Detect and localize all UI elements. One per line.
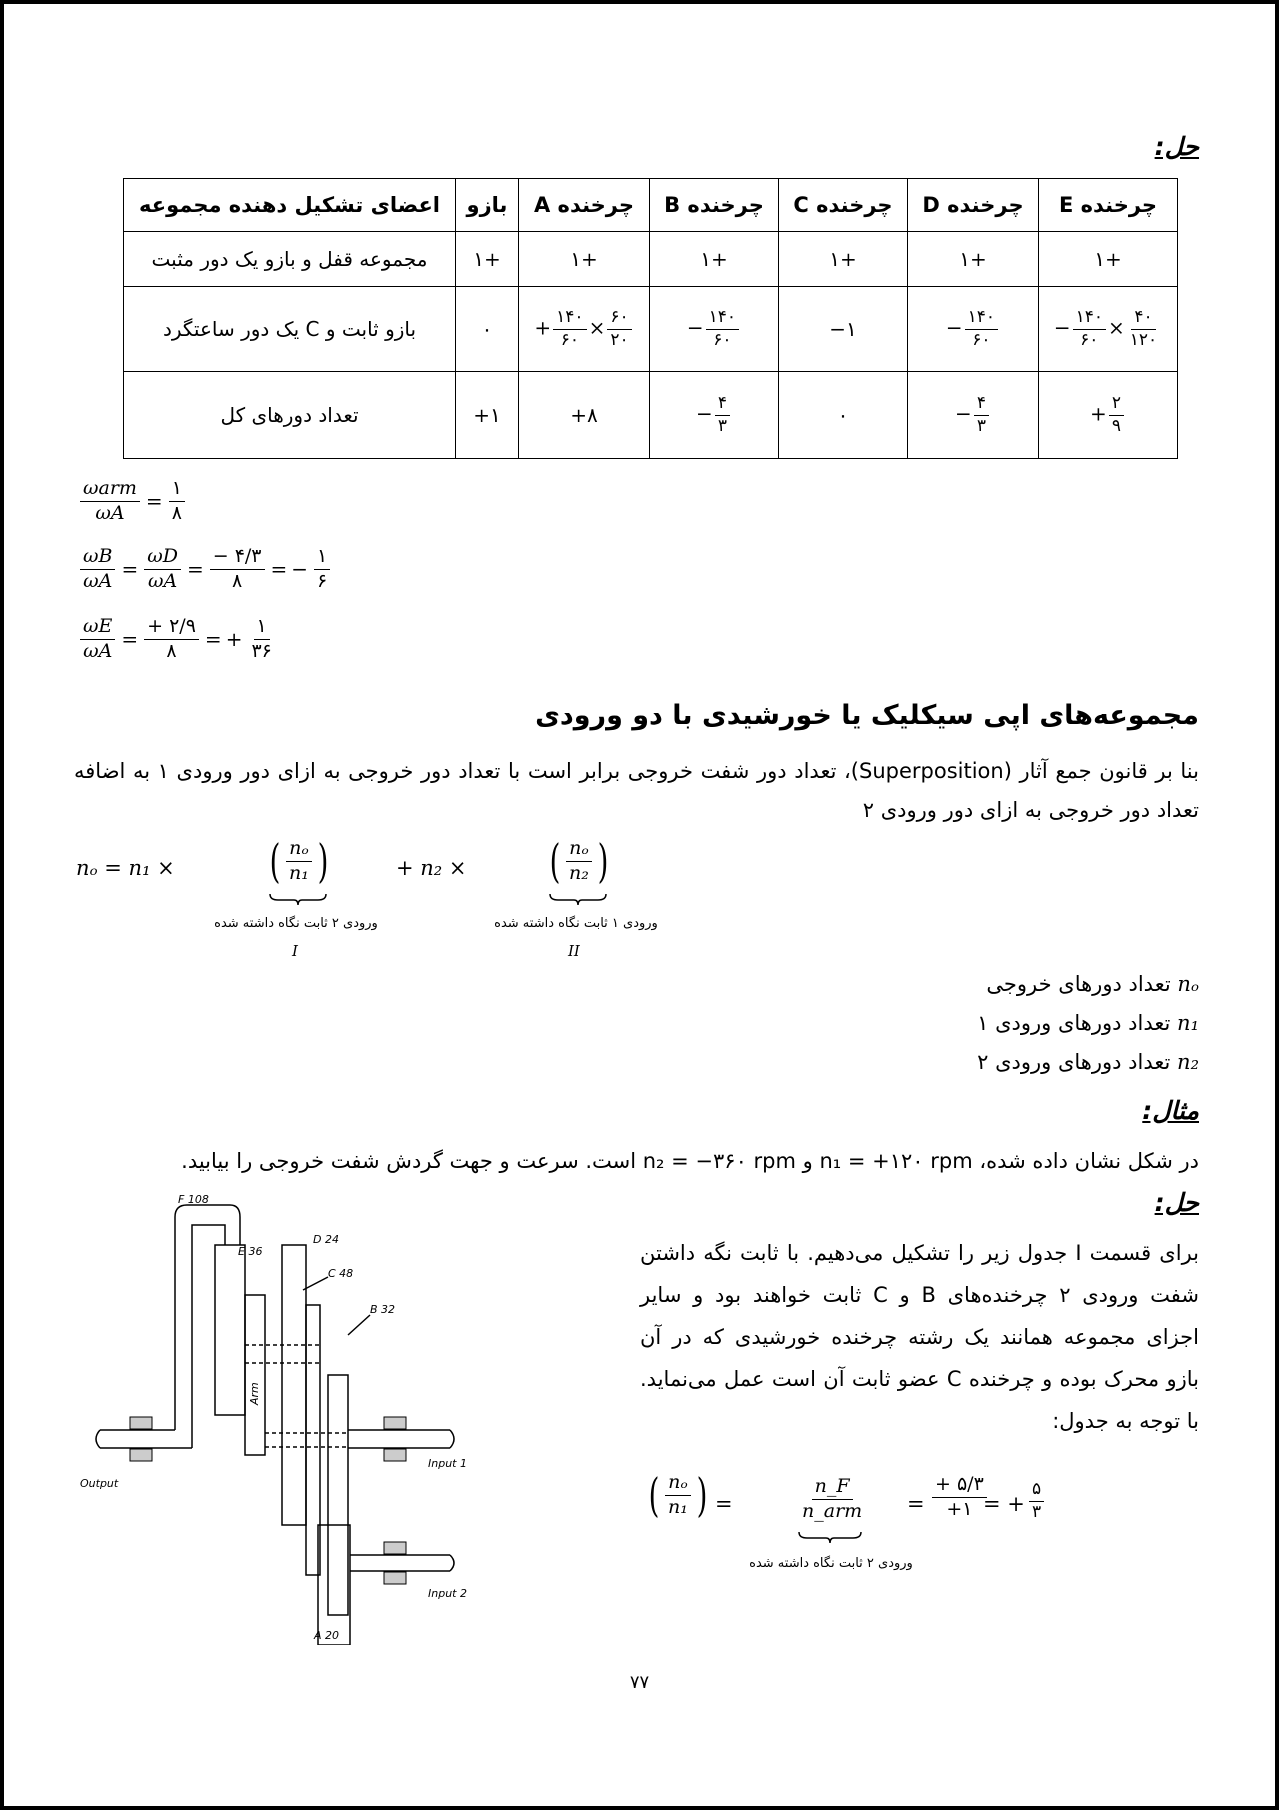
solution-label: حل: xyxy=(1154,132,1199,161)
num: nₒ xyxy=(566,838,592,862)
den: ۶۰ xyxy=(560,329,579,350)
den: ۶ xyxy=(317,569,328,592)
header-gear-c: چرخنده C xyxy=(779,179,908,232)
header-gear-e: چرخنده E xyxy=(1039,179,1178,232)
num: ۴ xyxy=(974,394,989,416)
den: ۹ xyxy=(1111,415,1121,436)
header-arm: بازو xyxy=(456,179,519,232)
num: + ۵/۳ xyxy=(932,1474,987,1498)
superposition-equation xyxy=(76,834,776,978)
label-ii: II xyxy=(568,942,580,960)
definition-n1 xyxy=(977,1004,1199,1043)
page-number: ۷۷ xyxy=(629,1672,650,1693)
sign: − xyxy=(696,401,713,426)
result-fraction xyxy=(1029,1480,1044,1522)
num: nₒ xyxy=(286,838,312,862)
r2-d xyxy=(908,287,1039,372)
underbrace-icon xyxy=(797,1530,863,1544)
example-text: در شکل نشان داده شده، n₁ = +۱۲۰ rpm و n₂ = −۳۶۰ rpm است. سرعت و جهت گردش شفت خروجی را بیابید. xyxy=(181,1149,1199,1173)
underbrace-icon xyxy=(268,892,328,906)
den: ۳۶ xyxy=(251,639,272,662)
equals: = xyxy=(715,1492,733,1516)
r3-label: تعداد دورهای کل xyxy=(124,372,456,459)
r3-d xyxy=(908,372,1039,459)
symbol: nₒ xyxy=(1177,972,1199,996)
r3-e xyxy=(1039,372,1178,459)
den: n₁ xyxy=(288,861,309,884)
num: ۴ xyxy=(715,394,730,416)
symbol: n₂ xyxy=(1177,1050,1199,1074)
example-label: مثال: xyxy=(1142,1096,1199,1125)
brace-note-final: ورودی ۲ ثابت نگاه داشته شده xyxy=(749,1556,913,1571)
paragraph-superposition: بنا بر قانون جمع آثار (Superposition)، تعداد دور شفت خروجی برابر است با تعداد دور خروجی به ازای دور ورودی ۱ به اضافه تعداد دور خروجی به ازای دور ورودی ۲ xyxy=(74,759,1199,822)
r2-a xyxy=(519,287,650,372)
ratio-eq-3: $\frac{\omega E}{\omega A}$ = $\frac{+ ۲/۹}{۸}$ = + $\frac{۱}{۳۶}$ xyxy=(78,616,277,663)
sign: − xyxy=(1053,315,1071,340)
result-sign: = + xyxy=(983,1492,1025,1516)
num: ۱ xyxy=(254,616,270,640)
definition-text: تعداد دورهای ورودی ۱ xyxy=(977,1011,1171,1035)
r1-a: +۱ xyxy=(519,232,650,287)
num: ۱ xyxy=(169,478,185,502)
label-d: D 24 xyxy=(313,1233,339,1246)
den: ۶۰ xyxy=(1080,329,1099,350)
times: × xyxy=(588,315,606,340)
r1-c: +۱ xyxy=(779,232,908,287)
r1-d: +۱ xyxy=(908,232,1039,287)
num: ۲ xyxy=(1109,394,1124,416)
den: n₁ xyxy=(667,1495,688,1518)
speed-fraction xyxy=(799,1476,865,1523)
header-gear-b: چرخنده B xyxy=(650,179,779,232)
den: ۸ xyxy=(171,501,182,524)
label-input-2: Input 2 xyxy=(428,1587,467,1600)
num: ۱۴۰ xyxy=(1073,308,1106,330)
definition-n2 xyxy=(977,1043,1199,1082)
eq-plus: + n₂ × xyxy=(396,856,467,880)
r3-b xyxy=(650,372,779,459)
sign: − xyxy=(291,557,309,582)
value-fraction xyxy=(932,1474,987,1521)
num: ۴۰ xyxy=(1131,308,1155,330)
num: ۵ xyxy=(1029,1480,1044,1502)
num: ۱۴۰ xyxy=(706,308,739,330)
num: ۶۰ xyxy=(607,308,631,330)
underbrace-icon xyxy=(548,892,608,906)
gear-speed-table xyxy=(123,178,1178,459)
sign: − xyxy=(955,401,972,426)
den: ۱۲۰ xyxy=(1129,329,1158,350)
r3-a: +۸ xyxy=(519,372,650,459)
sign: − xyxy=(945,315,963,340)
den: ۸ xyxy=(166,639,177,662)
ratio-eq-2: $\frac{\omega B}{\omega A}$ = $\frac{\omega D}{\omega A}$ = $\frac{- ۴/۳}{۸}$ = − $\frac{۱}{۶}$ xyxy=(78,546,332,593)
num: ۱۴۰ xyxy=(553,308,586,330)
den: ۲۰ xyxy=(610,329,629,350)
eq-lhs: nₒ = n₁ × xyxy=(76,856,175,880)
r2-c: −۱ xyxy=(779,287,908,372)
label-c: C 48 xyxy=(328,1267,354,1280)
num: ωB xyxy=(80,546,115,570)
r1-b: +۱ xyxy=(650,232,779,287)
num: ۱ xyxy=(314,546,330,570)
header-members: اعضای تشکیل دهنده مجموعه xyxy=(124,179,456,232)
header-gear-a: چرخنده A xyxy=(519,179,650,232)
num: ۱۴۰ xyxy=(965,308,998,330)
sign: + xyxy=(534,315,552,340)
symbol: n₁ xyxy=(1177,1011,1199,1035)
r1-label: مجموعه قفل و بازو یک دور مثبت xyxy=(124,232,456,287)
label-input-1: Input 1 xyxy=(428,1457,467,1470)
equals: = xyxy=(145,489,163,514)
sign: + xyxy=(1090,401,1107,426)
den: ۳ xyxy=(976,415,986,436)
r3-c: ۰ xyxy=(779,372,908,459)
label-b: B 32 xyxy=(370,1303,396,1316)
header-gear-d: چرخنده D xyxy=(908,179,1039,232)
den: n₂ xyxy=(568,861,589,884)
final-equation: ( $\frac{\text{nₒ}}{\text{n₁}}$ ) = n_F n_arm ورودی ۲ ثابت نگاه داشته شده = + ۵/۳ +۱ = + ۵ ۳ xyxy=(645,1470,1115,1580)
r2-b xyxy=(650,287,779,372)
definition-text: تعداد دورهای ورودی ۲ xyxy=(977,1050,1171,1074)
fraction-ii: ( $\frac{\text{nₒ}}{\text{n₂}}$ ) xyxy=(549,834,609,889)
r2-e xyxy=(1039,287,1178,372)
paragraph-solution: برای قسمت I جدول زیر را تشکیل می‌دهیم. با ثابت نگه داشتن شفت ورودی ۲ چرخنده‌های B و C ثابت خواهند بود و سایر اجزای مجموعه همانند یک رشته چرخنده خورشیدی که در آن بازو محرک بوده و چرخنده C عضو ثابت آن است عمل می‌نماید. با توجه به جدول: xyxy=(640,1241,1200,1433)
label-f: F 108 xyxy=(178,1195,209,1206)
den: +۱ xyxy=(946,1497,973,1520)
section-heading: مجموعه‌های اپی سیکلیک یا خورشیدی با دو ورودی xyxy=(535,700,1199,731)
ratio-eq-1 xyxy=(78,478,187,525)
label-a: A 20 xyxy=(314,1629,340,1642)
num: ωD xyxy=(144,546,181,570)
definition-no xyxy=(986,965,1199,1004)
den: ۶۰ xyxy=(972,329,991,350)
r3-arm: +۱ xyxy=(456,372,519,459)
brace-note-2: ورودی ۱ ثابت نگاه داشته شده xyxy=(494,916,658,931)
sign: + xyxy=(225,627,243,652)
label-e: E 36 xyxy=(238,1245,263,1258)
den: ۳ xyxy=(1032,1501,1042,1522)
num: ωE xyxy=(80,616,115,640)
den: ۶۰ xyxy=(713,329,732,350)
den: ωA xyxy=(83,639,113,662)
times: × xyxy=(1108,315,1125,340)
label-arm: Arm xyxy=(248,1382,261,1405)
den: ۳ xyxy=(717,415,727,436)
solution-label-2: حل: xyxy=(1154,1188,1199,1217)
num: + ۲/۹ xyxy=(144,616,199,640)
definition-text: تعداد دورهای خروجی xyxy=(986,972,1171,996)
num: ωarm xyxy=(80,478,140,502)
num: nₒ xyxy=(665,1472,691,1496)
den: ۸ xyxy=(232,569,243,592)
r2-label: بازو ثابت و C یک دور ساعتگرد xyxy=(124,287,456,372)
fraction-i: ( $\frac{\text{nₒ}}{\text{n₁}}$ ) xyxy=(269,834,329,889)
label-output: Output xyxy=(80,1477,119,1490)
ratio-fraction: ( $\frac{\text{nₒ}}{\text{n₁}}$ ) xyxy=(648,1468,708,1523)
r2-arm: ۰ xyxy=(456,287,519,372)
r1-arm: +۱ xyxy=(456,232,519,287)
label-i: I xyxy=(292,942,298,960)
num: − ۴/۳ xyxy=(210,546,265,570)
gear-train-figure xyxy=(70,1195,510,1645)
den: ωA xyxy=(147,569,178,592)
den: ωA xyxy=(83,569,113,592)
den: ωA xyxy=(95,501,125,524)
r1-e: +۱ xyxy=(1039,232,1178,287)
num: n_F xyxy=(812,1476,853,1500)
brace-note-1: ورودی ۲ ثابت نگاه داشته شده xyxy=(214,916,378,931)
den: n_arm xyxy=(802,1499,863,1522)
sign: − xyxy=(686,315,704,340)
